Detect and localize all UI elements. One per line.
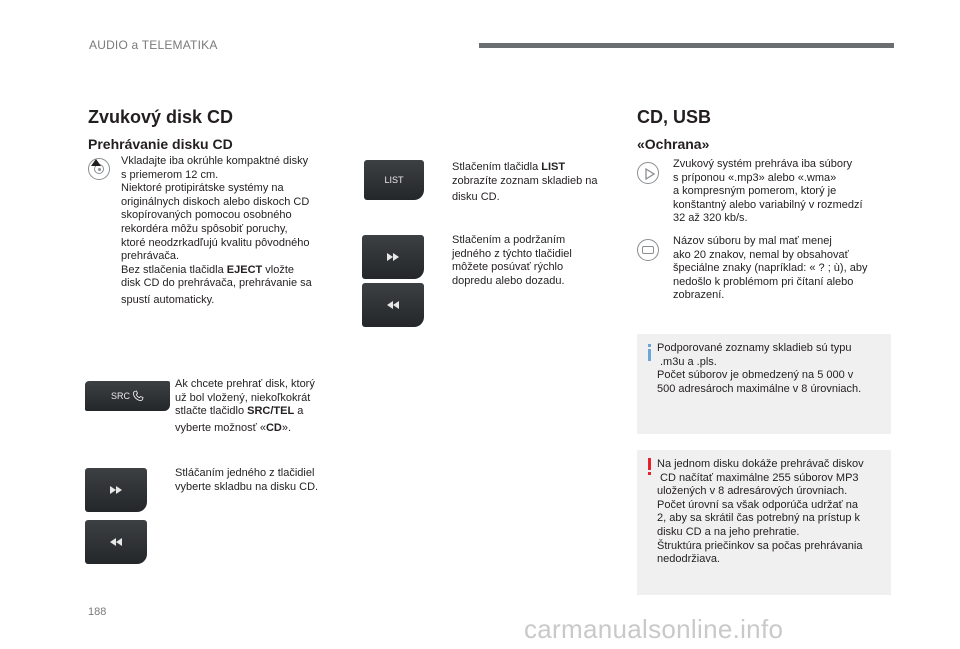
info-icon-bar <box>648 349 651 361</box>
heading-audio-cd: Zvukový disk CD <box>88 107 234 127</box>
previous-track-button[interactable] <box>85 520 147 564</box>
rewind-button[interactable] <box>362 283 424 327</box>
paragraph-cd-insert: Vkladajte iba okrúhle kompaktné disky s priemerom 12 cm. Niektoré protipirátske systémy na originálnych diskoch alebo diskoch CD skopírovaných pomocou osobného rekordéra môžu spôsobiť poruchy, ktoré neodzrkadľujú kvalitu pôvodného prehrávača. Bez stlačenia tlačidla EJECT vložte disk CD do prehrávača, prehrávanie sa spustí automaticky. <box>121 155 312 306</box>
paragraph-list: Stlačením tlačidla LIST zobrazíte zoznam skladieb na disku CD. <box>452 161 598 204</box>
subheading-protection: «Ochrana» <box>637 136 710 152</box>
heading-cd-usb: CD, USB <box>637 107 712 127</box>
warning-text: Na jednom disku dokáže prehrávač diskov CD načítať maximálne 255 súborov MP3 uložených v 8 adresárových úrovniach. Počet úrovní sa však odporúča udržať na 2, aby sa skrátil čas potrebný na prístup k disku CD a na jeho prehratie. Štruktúra priečinkov sa počas prehrávania nedodržiava. <box>657 458 864 566</box>
phone-icon <box>132 390 144 402</box>
screen-icon <box>637 239 659 261</box>
rewind-icon <box>387 301 399 309</box>
info-icon <box>648 344 651 347</box>
list-button-label: LIST <box>384 175 404 185</box>
rewind-icon <box>110 538 122 546</box>
next-track-button[interactable] <box>85 468 147 512</box>
fast-forward-icon <box>387 253 399 261</box>
play-icon <box>637 162 659 184</box>
fast-forward-button[interactable] <box>362 235 424 279</box>
header-divider-bar <box>479 43 894 48</box>
fast-forward-icon <box>110 486 122 494</box>
src-button-label: SRC <box>110 391 130 401</box>
warning-icon <box>648 458 651 470</box>
paragraph-file-names: Názov súboru by mal mať menej ako 20 znakov, nemal by obsahovať špeciálne znaky (napríklad: « ? ; ù), aby nedošlo k problémom pri čítaní alebo zobrazení. <box>673 235 868 302</box>
subheading-cd-playback: Prehrávanie disku CD <box>88 136 233 152</box>
watermark: carmanualsonline.info <box>524 614 784 644</box>
cd-disc-icon <box>88 158 110 180</box>
warning-icon-dot <box>648 472 651 475</box>
src-tel-button[interactable] <box>85 381 170 411</box>
section-title: AUDIO a TELEMATIKA <box>89 38 218 52</box>
paragraph-src-tel: Ak chcete prehrať disk, ktorý už bol vložený, niekoľkokrát stlačte tlačidlo SRC/TEL a vyberte možnosť «CD». <box>175 378 315 434</box>
paragraph-supported-formats: Zvukový systém prehráva iba súbory s príponou «.mp3» alebo «.wma» a kompresným pomerom, ktorý je konštantný alebo variabilný v rozmedzí 32 až 320 kb/s. <box>673 158 863 225</box>
paragraph-fast-seek: Stlačením a podržaním jedného z týchto tlačidiel môžete posúvať rýchlo dopredu alebo dozadu. <box>452 234 572 287</box>
page-number: 188 <box>88 606 107 618</box>
info-text: Podporované zoznamy skladieb sú typu .m3u a .pls. Počet súborov je obmedzený na 5 000 v 500 adresároch maximálne v 8 úrovniach. <box>657 342 862 395</box>
paragraph-track-select: Stláčaním jedného z tlačidiel vyberte skladbu na disku CD. <box>175 467 319 493</box>
list-button[interactable] <box>364 160 424 200</box>
